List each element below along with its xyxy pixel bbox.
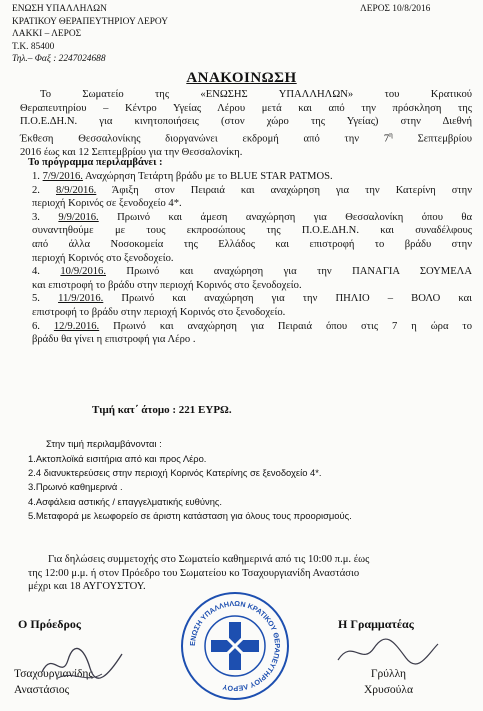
program-number: 4.: [32, 266, 61, 278]
includes-list: [28, 452, 352, 523]
includes-item: 1.Ακτοπλοϊκά εισιτήρια από και προς Λέρο.: [28, 453, 207, 464]
program-date: 9/9/2016.: [58, 211, 99, 223]
intro-line: Π.Ο.Ε.ΔΗ.Ν. για κινητοποιήσεις (στον χώρο της Υγείας) στην Διεθνή: [20, 116, 472, 128]
closing-paragraph: [28, 553, 472, 594]
secretary-firstname: Χρυσούλα: [364, 684, 413, 696]
program-text: και επιστροφή το βράδυ στην περιοχή Κορινός στο ξενοδοχείο.: [32, 279, 302, 291]
program-date: 7/9/2016.: [42, 171, 83, 182]
intro-paragraph: [20, 88, 472, 160]
program-text: βράδυ θα γίνει η επιστροφή για Λέρο .: [32, 334, 196, 346]
includes-heading: Στην τιμή περιλαμβάνονται :: [46, 438, 162, 449]
secretary-surname: Γρύλλη: [370, 668, 407, 680]
includes-item: 5.Μεταφορά με λεωφορείο σε άριστη κατάσταση για όλους τους προορισμούς.: [28, 509, 352, 521]
program-heading: Το πρόγραμμα περιλαμβάνει :: [28, 157, 163, 168]
program-number: 5.: [32, 293, 59, 305]
stamp-graphic: [183, 594, 287, 698]
president-title: Ο Πρόεδρος: [18, 617, 81, 631]
secretary-signature: [332, 632, 442, 672]
cross-emblem-icon: [211, 622, 259, 670]
program-number: 2.: [32, 184, 56, 196]
sender-line: Τ.Κ. 85400: [12, 41, 55, 52]
secretary-title: Η Γραμματέας: [338, 617, 414, 631]
sender-line: ΛΑΚΚΙ – ΛΕΡΟΣ: [12, 29, 82, 39]
program-text: Πρωινό και άμεση αναχώρηση για Θεσσαλονίκη όπου θα: [98, 211, 473, 223]
closing-line: της 12:00 μ.μ. ή στον Πρόεδρο του Σωματείου κο Τσαχουργιανίδη Αναστάσιο: [28, 567, 360, 579]
program-date: 11/9/2016.: [58, 293, 104, 305]
program-text: Πρωινό και αναχώρηση για την ΠΑΝΑΓΙΑ ΣΟΥΜΕΛΑ: [106, 266, 473, 278]
program-item: [32, 320, 472, 347]
president-surname: Τσαχουργιανίδης: [14, 668, 93, 680]
union-stamp: [181, 592, 289, 700]
closing-line: Για δηλώσεις συμμετοχής στο Σωματείο καθημερινά από τις 10:00 π.μ. έως: [48, 554, 370, 565]
intro-line: Το Σωματείο της «ΕΝΩΣΗΣ ΥΠΑΛΛΗΛΩΝ» του Κρατικού: [40, 89, 472, 100]
program-item: [32, 211, 472, 265]
sender-line: Τηλ.– Φαξ : 2247024688: [12, 54, 106, 64]
program-text: από άλλα Νοσοκομεία της Ελλάδος και επιστροφή το βράδυ στην: [32, 238, 472, 250]
program-text: Πρωινό και αναχώρηση για Πειραιά όπου στις 7 η ώρα το: [99, 320, 472, 332]
includes-item: 3.Πρωινό καθημερινά .: [28, 481, 123, 493]
sender-line: ΕΝΩΣΗ ΥΠΑΛΛΗΛΩΝ: [12, 4, 107, 14]
program-text: Πρωινό και αναχώρηση για την ΠΗΛΙΟ – ΒΟΛΟ και: [103, 293, 473, 305]
includes-item: 4.Ασφάλεια αστικής / επαγγελματικής ευθύνης.: [28, 495, 223, 507]
president-signature: [38, 640, 128, 690]
program-date: 10/9/2016.: [60, 266, 106, 278]
program-text: περιοχή Κορινός σε ξενοδοχείο 4*.: [32, 198, 182, 210]
program-item: [32, 292, 472, 319]
intro-line: [20, 129, 472, 146]
intro-text: Έκθεση Θεσσαλονίκης διοργανώνει εκδρομή από την 7: [20, 133, 390, 145]
program-text: συναντηθούμε με τους εκπροσώπους της Π.Ο.Ε.ΔΗ.Ν. και συναδέλφους: [32, 225, 472, 237]
intro-text: Σεπτεμβρίου: [392, 133, 472, 145]
intro-line: 2016 έως και 12 Σεπτεμβρίου για την Θεσσαλονίκη.: [20, 146, 243, 158]
price-line: Τιμή κατ΄ άτομο : 221 ΕΥΡΩ.: [92, 404, 232, 416]
program-text: περιοχή Κορινός στο ξενοδοχείο.: [32, 252, 174, 264]
stamp-ring-text: ΕΝΩΣΗ ΥΠΑΛΛΗΛΩΝ ΚΡΑΤΙΚΟΥ ΘΕΡΑΠΕΥΤΗΡΙΟΥ ΛΕΡΟΥ: [187, 598, 283, 694]
program-number: 3.: [32, 211, 59, 223]
program-date: 12/9.2016.: [53, 320, 100, 332]
sender-block: [12, 3, 168, 66]
place-date: ΛΕΡΟΣ 10/8/2016: [360, 4, 431, 14]
program-date: 8/9/2016.: [55, 184, 97, 196]
program-list: [32, 170, 472, 347]
program-item: [32, 170, 472, 184]
sender-line: ΚΡΑΤΙΚΟΥ ΘΕΡΑΠΕΥΤΗΡΙΟΥ ΛΕΡΟΥ: [12, 16, 169, 27]
program-item: [32, 265, 472, 292]
program-item: [32, 184, 472, 211]
includes-item: 2.4 διανυκτερεύσεις στην περιοχή Κορινός Κατερίνης σε ξενοδοχείο 4*.: [28, 467, 322, 479]
intro-line: Θεραπευτηρίου – Κέντρο Υγείας Λέρου μετά και από την πρόσκληση της: [20, 102, 472, 114]
closing-line: μέχρι και 18 ΑΥΓΟΥΣΤΟΥ.: [28, 581, 146, 593]
program-number: 1.: [32, 171, 43, 182]
program-number: 6.: [32, 320, 54, 332]
ordinal-sup: η: [389, 130, 393, 139]
page-title: ΑΝΑΚΟΙΝΩΣΗ: [186, 70, 297, 86]
program-text: Αναχώρηση Τετάρτη βράδυ με το BLUE STAR PATMOS.: [82, 171, 333, 182]
president-firstname: Αναστάσιος: [14, 684, 70, 696]
program-text: επιστροφή το βράδυ στην περιοχή Κορινός στο ξενοδοχείο.: [32, 306, 286, 318]
program-text: Άφιξη στον Πειραιά και αναχώρηση για την Κατερίνη στην: [96, 184, 473, 196]
